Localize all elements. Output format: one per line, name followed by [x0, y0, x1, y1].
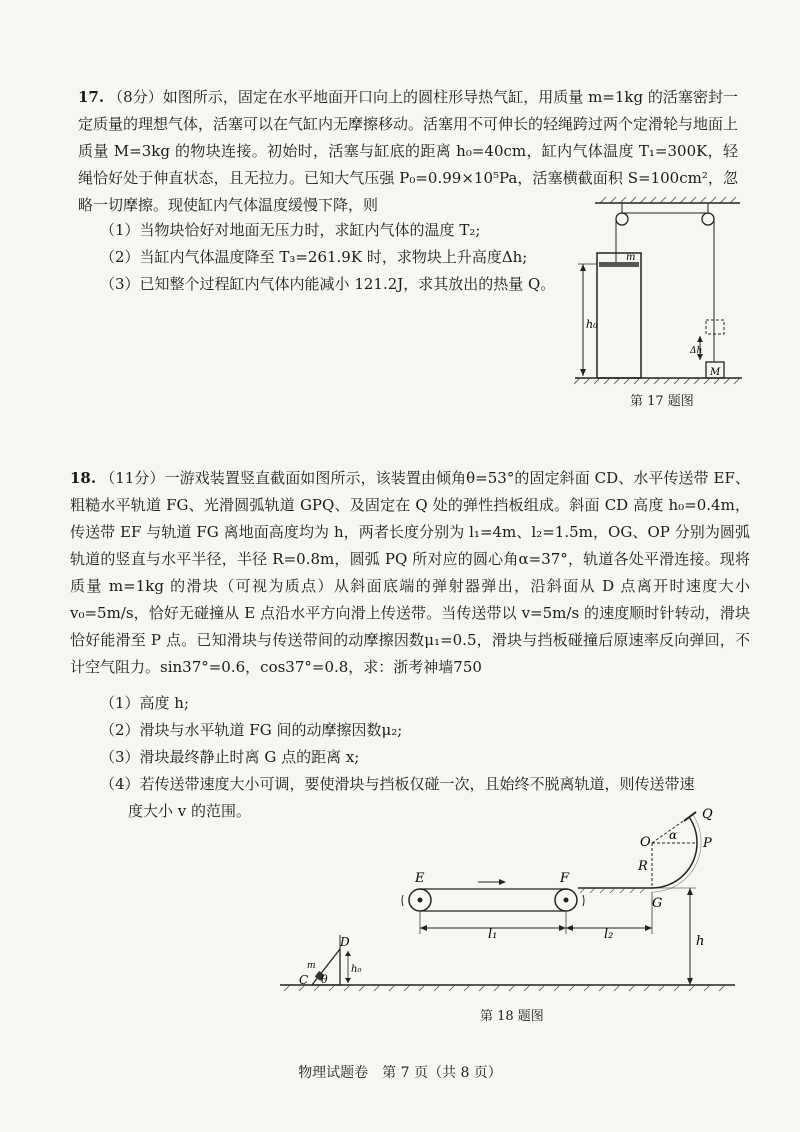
q18-label-O: O: [640, 835, 651, 850]
q18-figure: [270, 805, 740, 1005]
q18-number: 18.: [70, 469, 97, 487]
q18-text: （11分）一游戏装置竖直截面如图所示，该装置由倾角θ=53°的固定斜面 CD、水平传送带 EF、粗糙水平轨道 FG、光滑圆弧轨道 GPQ、及固定在 Q 处的弹性挡板组成。斜面 CD 高度 h₀=0.4m，传送带 EF 与轨道 FG 离地面高度均为 h，两者长度分别为 l₁=4m、l₂=1.5m，OG、OP 分别为圆弧轨道的竖直与水平半径，半径 R=0.8m，圆弧 PQ 所对应的圆心角α=37°，轨道各处平滑连接。现将质量 m=1kg 的滑块（可视为质点）从斜面底端的弹射器弹出，沿斜面从 D 点离开时速度大小 v₀=5m/s，恰好无碰撞从 E 点沿水平方向滑上传送带。当传送带以 v=5m/s 的速度顺时针转动，滑块恰好能滑至 P 点。已知滑块与传送带间的动摩擦因数μ₁=0.5，滑块与挡板碰撞后原速率反向弹回，不计空气阻力。sin37°=0.6，cos37°=0.8，求：浙考神墙750: [70, 469, 750, 676]
q17-pulley-left: [616, 213, 628, 225]
q17-text: （8分）如图所示，固定在水平地面开口向上的圆柱形导热气缸，用质量 m=1kg 的活塞密封一定质量的理想气体，活塞可以在气缸内无摩擦移动。活塞用不可伸长的轻绳跨过两个定滑轮与地面上质量 M=3kg 的物块连接。初始时，活塞与缸底的距离 h₀=40cm，缸内气体温度 T₁=300K，轻绳恰好处于伸直状态，且无拉力。已知大气压强 P₀=0.99×10⁵Pa，活塞横截面积 S=100cm²，忽略一切摩擦。现使缸内气体温度缓慢下降，则: [78, 88, 739, 214]
q17-block-dashed: [706, 320, 724, 334]
q18-sub4a: （4）若传送带速度大小可调，要使滑块与挡板仅碰一次，且始终不脱离轨道，则传送带速: [100, 775, 695, 793]
q18-label-alpha: α: [669, 828, 678, 842]
q18-sub3: （3）滑块最终静止时离 G 点的距离 x;: [100, 748, 360, 766]
page-footer: 物理试题卷 第 7 页（共 8 页）: [298, 1065, 502, 1081]
q17-subquestions: [100, 217, 580, 298]
q18-label-theta: θ: [321, 973, 328, 986]
q18-label-R: R: [638, 859, 648, 874]
q17-sub2: （2）当缸内气体温度降至 T₃=261.9K 时，求物块上升高度Δh;: [100, 248, 528, 266]
q18-sub2: （2）滑块与水平轨道 FG 间的动摩擦因数μ₂;: [100, 721, 403, 739]
q18-label-E: E: [415, 871, 425, 886]
q18-stem: [70, 465, 750, 681]
q17-ceiling-hatch: [600, 197, 736, 203]
q18-label-D: D: [340, 935, 350, 949]
q17-pulley-right: [702, 213, 714, 225]
q17-number: 17.: [78, 88, 105, 106]
q18-label-l1: l₁: [488, 927, 498, 942]
q18-label-m: m: [307, 961, 316, 971]
q18-label-h0: h₀: [351, 964, 362, 975]
q17-figure: [570, 196, 745, 386]
q18-label-F: F: [560, 871, 570, 886]
q18-label-C: C: [299, 973, 309, 987]
q17-label-h0: h₀: [586, 318, 598, 331]
q17-cylinder: [597, 253, 641, 378]
q18-label-h: h: [696, 934, 705, 949]
q17-label-M: M: [710, 367, 721, 378]
q18-label-Q: Q: [702, 807, 713, 822]
q18-label-G: G: [652, 896, 663, 911]
q17-caption: 第 17 题图: [630, 394, 694, 409]
q18-label-l2: l₂: [604, 927, 614, 942]
q18-caption: 第 18 题图: [480, 1009, 544, 1024]
q17-label-dh: Δh: [690, 346, 703, 356]
q18-sub4b: 度大小 v 的范围。: [128, 802, 252, 820]
q17-label-m: m: [626, 252, 636, 263]
q18-label-P: P: [703, 836, 712, 851]
q17-sub3: （3）已知整个过程缸内气体内能减小 121.2J，求其放出的热量 Q。: [100, 275, 556, 293]
q17-sub1: （1）当物块恰好对地面无压力时，求缸内气体的温度 T₂;: [100, 221, 481, 239]
q18-sub1: （1）高度 h;: [100, 694, 190, 712]
